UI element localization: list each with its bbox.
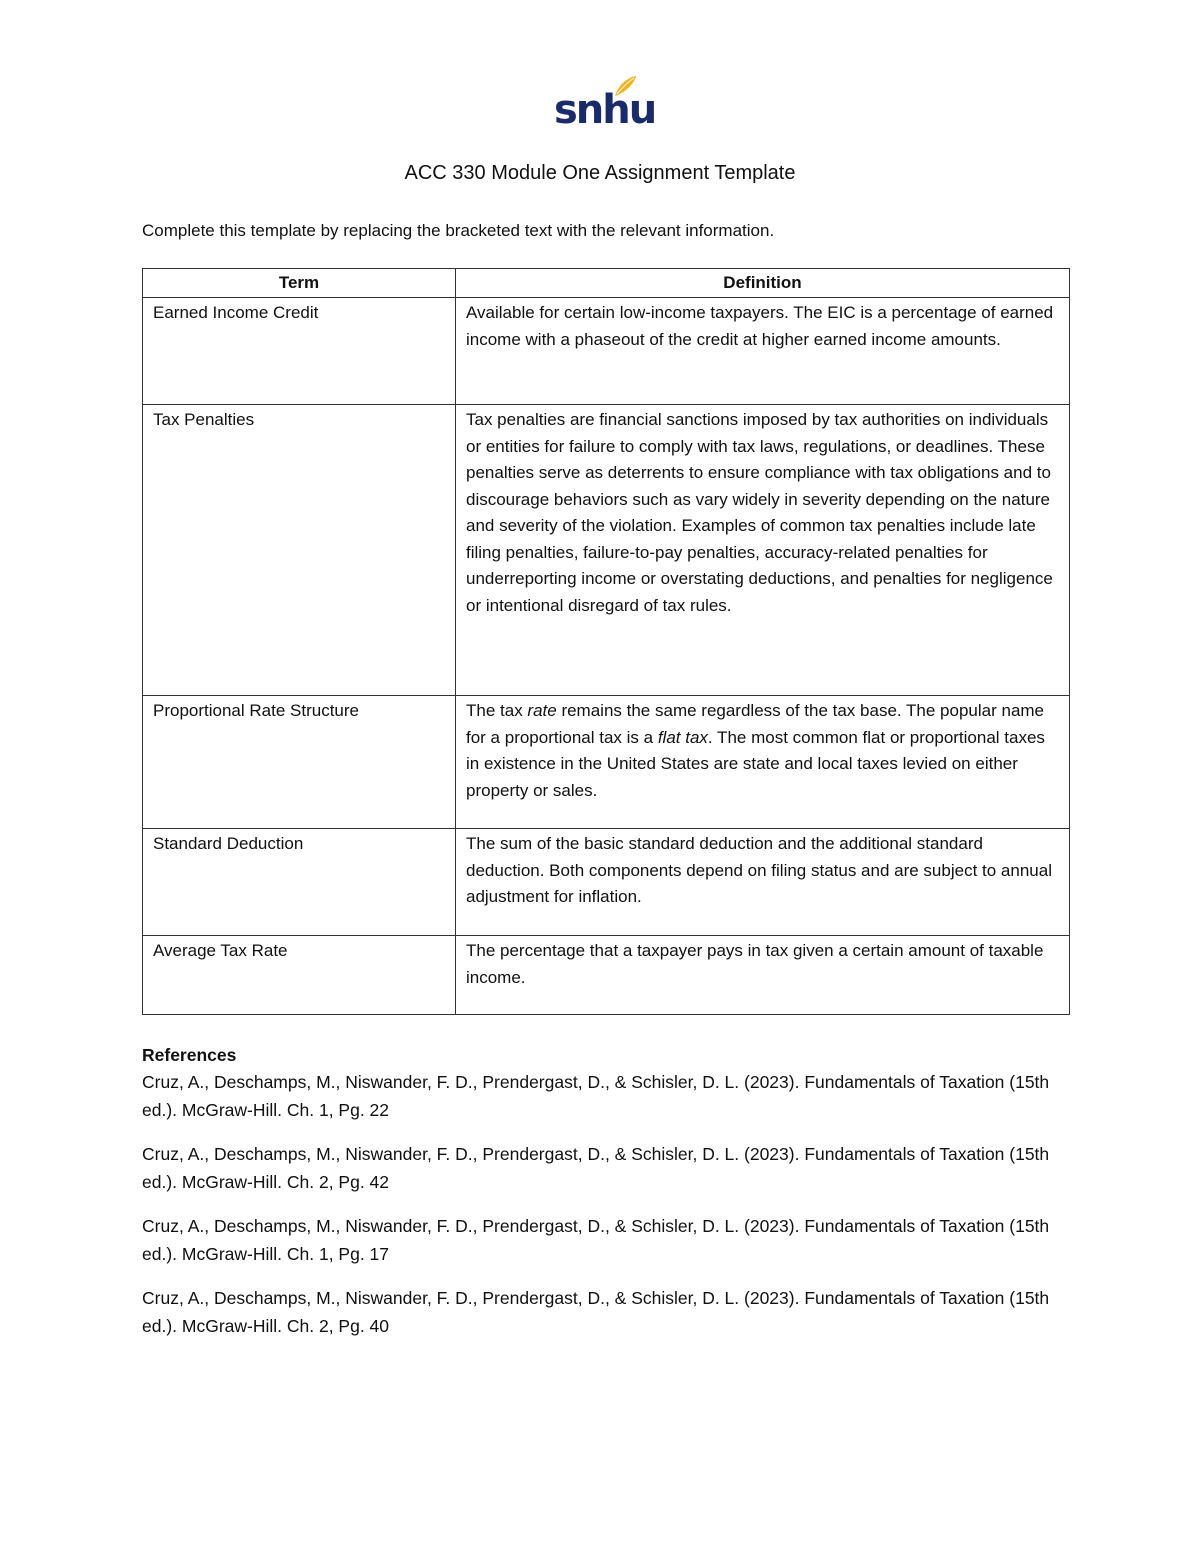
definition-cell xyxy=(456,696,1070,829)
term-cell: Standard Deduction xyxy=(143,829,456,936)
logo-wordmark: snhu xyxy=(554,87,656,133)
definition-cell: Tax penalties are financial sanctions imposed by tax authorities on individuals or entities for failure to comply with tax laws, regulations, or deadlines. These penalties serve as deterrents to ensure compliance with tax obligations and to discourage behaviors such as vary widely in severity depending on the nature and severity of the violation. Examples of common tax penalties include late filing penalties, failure-to-pay penalties, accuracy-related penalties for underreporting income or overstating deductions, and penalties for negligence or intentional disregard of tax rules. xyxy=(456,405,1070,696)
instructions: Complete this template by replacing the bracketed text with the relevant information. xyxy=(142,221,775,240)
term-cell: Earned Income Credit xyxy=(143,298,456,405)
definition-column-header: Definition xyxy=(456,269,1070,298)
term-cell: Proportional Rate Structure xyxy=(143,696,456,829)
references-heading: References xyxy=(142,1045,237,1065)
definition-emphasis: flat tax xyxy=(657,727,708,747)
table-row xyxy=(143,405,1070,696)
term-column-header: Term xyxy=(143,269,456,298)
table-row xyxy=(143,298,1070,405)
page-title: ACC 330 Module One Assignment Template xyxy=(404,162,796,184)
table-row xyxy=(143,829,1070,936)
table-row xyxy=(143,936,1070,1015)
terms-table xyxy=(142,268,1070,1015)
reference-item: Cruz, A., Deschamps, M., Niswander, F. D., Prendergast, D., & Schisler, D. L. (2023). Fundamentals of Taxation (15th ed.). McGraw-Hill. Ch. 2, Pg. 40 xyxy=(142,1288,1050,1336)
definition-text: . The most common flat or proportional taxes in existence in the United States are state and local taxes levied on either property or sales. xyxy=(466,727,1045,800)
definition-cell: The percentage that a taxpayer pays in tax given a certain amount of taxable income. xyxy=(456,936,1070,1015)
term-cell: Average Tax Rate xyxy=(143,936,456,1015)
snhu-logo xyxy=(554,74,656,134)
references-section xyxy=(142,1042,1062,1356)
definition-text: remains the same regardless of the tax base. The popular name for a proportional tax is a xyxy=(466,701,1045,747)
reference-item: Cruz, A., Deschamps, M., Niswander, F. D., Prendergast, D., & Schisler, D. L. (2023). Fundamentals of Taxation (15th ed.). McGraw-Hill. Ch. 1, Pg. 22 xyxy=(142,1072,1050,1120)
reference-item: Cruz, A., Deschamps, M., Niswander, F. D., Prendergast, D., & Schisler, D. L. (2023). Fundamentals of Taxation (15th ed.). McGraw-Hill. Ch. 1, Pg. 17 xyxy=(142,1216,1050,1264)
term-cell: Tax Penalties xyxy=(143,405,456,696)
definition-cell: The sum of the basic standard deduction and the additional standard deduction. Both components depend on filing status and are subject to annual adjustment for inflation. xyxy=(456,829,1070,936)
reference-item: Cruz, A., Deschamps, M., Niswander, F. D., Prendergast, D., & Schisler, D. L. (2023). Fundamentals of Taxation (15th ed.). McGraw-Hill. Ch. 2, Pg. 42 xyxy=(142,1144,1050,1192)
definition-cell: Available for certain low-income taxpayers. The EIC is a percentage of earned income with a phaseout of the credit at higher earned income amounts. xyxy=(456,298,1070,405)
definition-text: The tax xyxy=(466,701,528,720)
table-header-row xyxy=(143,269,1070,298)
definition-emphasis: rate xyxy=(527,701,557,720)
table-row xyxy=(143,696,1070,829)
